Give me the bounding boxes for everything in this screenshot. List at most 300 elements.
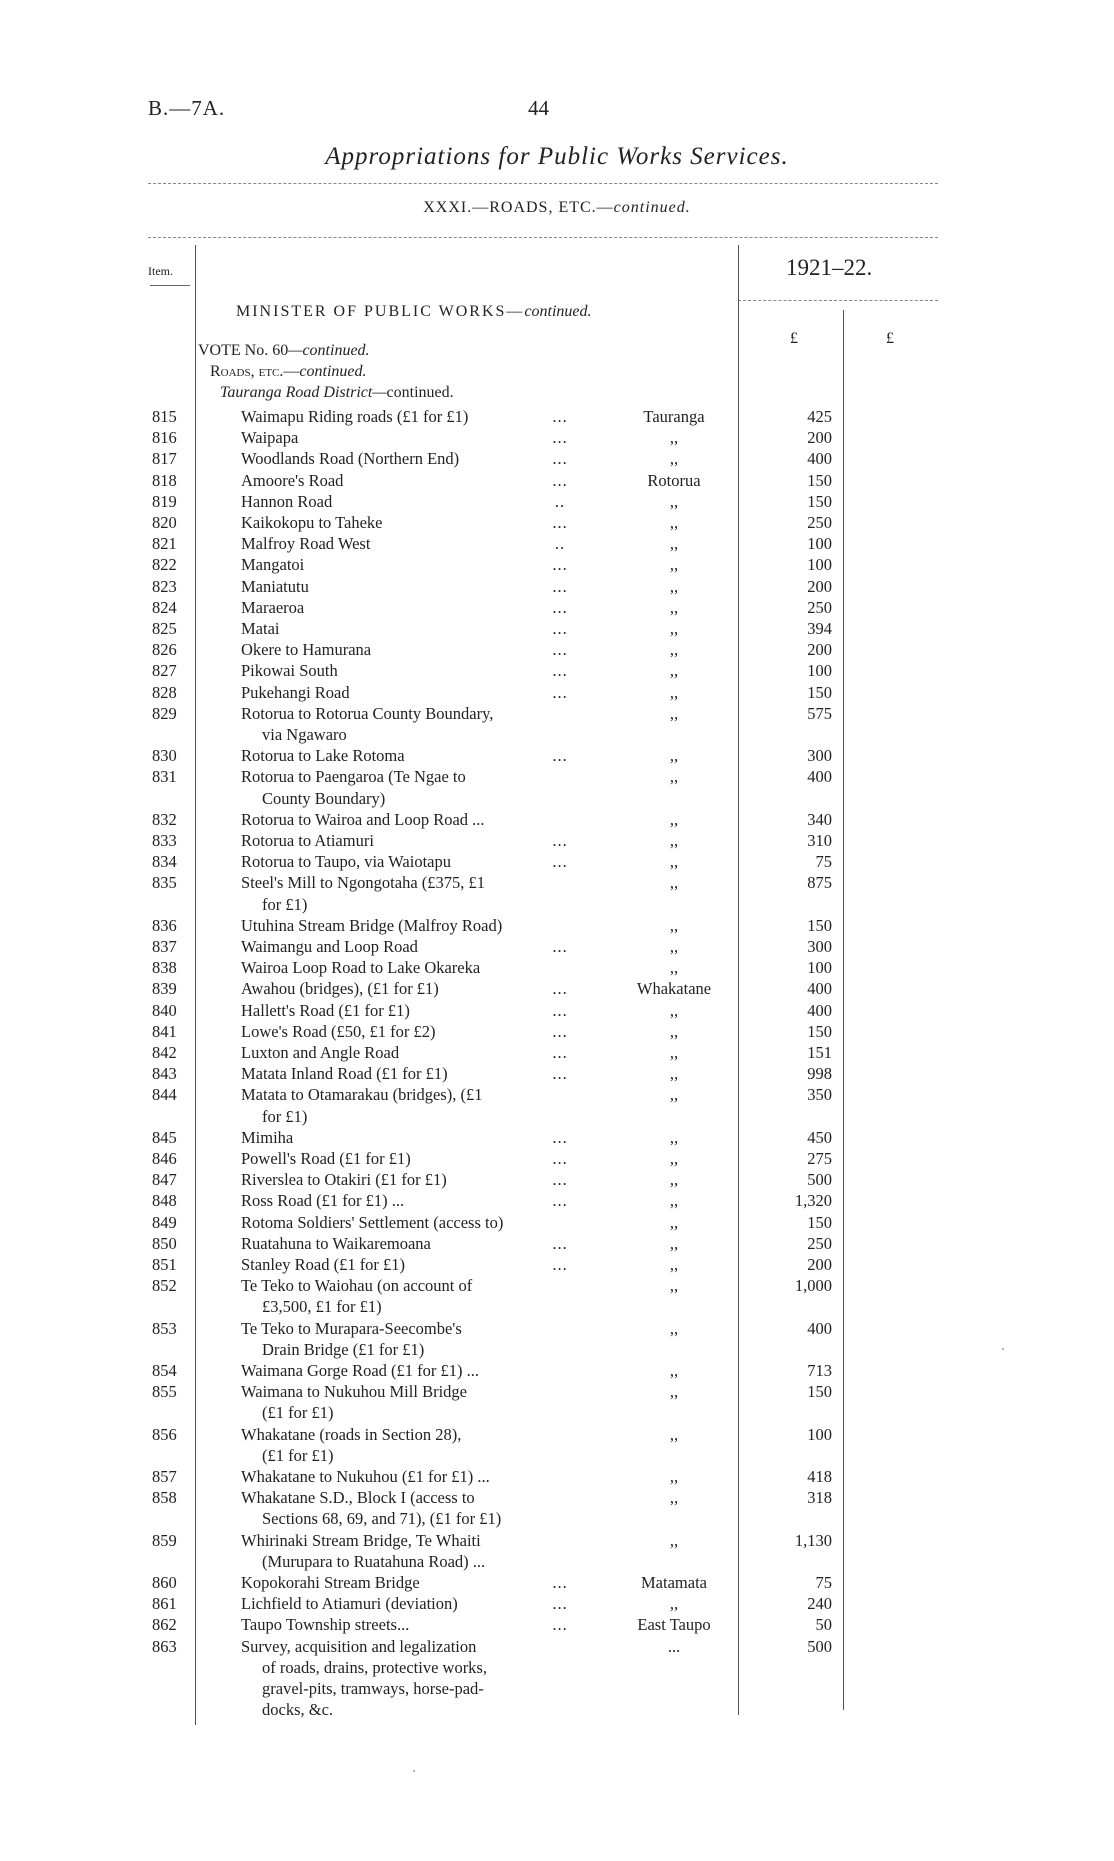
amount-value: 200 <box>807 576 832 596</box>
district-name: ... <box>667 1636 681 1656</box>
item-number: 853 <box>152 1318 177 1338</box>
table-row <box>0 618 1114 639</box>
item-number: 849 <box>152 1212 177 1232</box>
item-number: 833 <box>152 831 177 850</box>
leader-dots: ... <box>552 746 568 766</box>
amount-value: 300 <box>807 746 832 766</box>
item-number: 854 <box>152 1361 177 1380</box>
amount-value: 150 <box>807 491 832 511</box>
amount-value: 425 <box>807 407 832 426</box>
item-number: 836 <box>152 915 177 935</box>
table-row <box>0 1275 1114 1296</box>
item-description: Steel's Mill to Ngongotaha (£375, £1 <box>241 873 486 893</box>
roads-label-cont: continued. <box>299 363 367 380</box>
item-description: Maniatutu <box>241 576 309 596</box>
item-description: Wairoa Loop Road to Lake Okareka <box>241 958 481 978</box>
table-row <box>0 470 1114 491</box>
item-description: Luxton and Angle Road <box>241 1043 400 1062</box>
leader-dots: ... <box>552 1021 568 1041</box>
district-name: ,, <box>669 809 679 829</box>
item-number: 818 <box>152 470 177 490</box>
table-row <box>0 957 1114 978</box>
year-column-header: 1921–22. <box>786 255 873 280</box>
item-description: Rotorua to Lake Rotoma <box>241 746 405 766</box>
page-title: Appropriations for Public Works Services. <box>325 143 789 170</box>
table-row <box>0 1360 1114 1381</box>
table-row <box>0 1021 1114 1042</box>
leader-dots: ... <box>552 1149 568 1168</box>
district-name: ,, <box>669 1149 679 1168</box>
table-row <box>0 1424 1114 1445</box>
item-description: Woodlands Road (Northern End) <box>241 449 460 469</box>
item-number: 816 <box>152 428 177 448</box>
amount-value: 100 <box>807 661 832 681</box>
item-description: Hannon Road <box>241 491 333 511</box>
district-name: ,, <box>669 640 679 660</box>
table-row <box>0 1190 1114 1211</box>
table-row <box>0 1614 1114 1635</box>
district-name: ,, <box>669 703 679 723</box>
item-description: Kopokorahi Stream Bridge <box>241 1573 420 1592</box>
amount-value: 394 <box>807 619 832 638</box>
item-description: Whakatane to Nukuhou (£1 for £1) ... <box>241 1467 490 1486</box>
table-row <box>0 766 1114 787</box>
table-row <box>0 406 1114 427</box>
item-description-continuation: County Boundary) <box>262 788 386 808</box>
item-description: Waimana Gorge Road (£1 for £1) ... <box>241 1361 480 1380</box>
item-description: Te Teko to Waiohau (on account of <box>241 1276 473 1296</box>
table-row <box>0 1169 1114 1190</box>
item-description: Matai <box>241 619 280 638</box>
amount-value: 500 <box>807 1636 832 1656</box>
year-header-rule <box>738 300 938 301</box>
currency-symbol-b: £ <box>886 330 894 347</box>
item-description: Kaikokopu to Taheke <box>241 513 383 532</box>
district-name: ,, <box>669 1424 679 1444</box>
item-number: 860 <box>152 1573 177 1592</box>
table-row <box>0 936 1114 957</box>
district-name: ,, <box>669 555 679 575</box>
amount-value: 200 <box>807 1255 832 1274</box>
table-row <box>0 554 1114 575</box>
table-row <box>0 809 1114 830</box>
table-row <box>0 745 1114 766</box>
leader-dots: ... <box>552 428 568 448</box>
district-name: East Taupo <box>637 1615 711 1635</box>
section-heading-cont: continued. <box>613 199 691 216</box>
table-row <box>0 1212 1114 1233</box>
table-row <box>0 639 1114 660</box>
item-number: 817 <box>152 449 177 469</box>
district-name: Whakatane <box>636 979 712 999</box>
amount-value: 340 <box>807 809 832 829</box>
amount-value: 310 <box>807 831 832 850</box>
leader-dots: .. <box>554 534 566 554</box>
leader-dots: ... <box>552 1255 568 1274</box>
leader-dots: ... <box>552 682 568 702</box>
amount-value: 250 <box>807 1233 832 1253</box>
amount-value: 100 <box>807 958 832 978</box>
table-row <box>0 597 1114 618</box>
amount-value: 300 <box>807 937 832 956</box>
amount-value: 75 <box>815 1573 832 1592</box>
table-row <box>0 1063 1114 1084</box>
page-number: 44 <box>528 96 549 120</box>
item-description-continuation: Drain Bridge (£1 for £1) <box>262 1339 425 1359</box>
table-row <box>0 1487 1114 1508</box>
amount-value: 400 <box>807 979 832 999</box>
item-number: 826 <box>152 640 177 660</box>
item-description: Pukehangi Road <box>241 682 350 702</box>
district-label <box>220 384 454 402</box>
amount-value: 875 <box>807 873 832 893</box>
item-number: 821 <box>152 534 177 554</box>
item-description-continuation: docks, &c. <box>262 1700 334 1720</box>
district-name: ,, <box>669 661 679 681</box>
roads-label <box>210 363 367 381</box>
table-row <box>0 915 1114 936</box>
district-name: ,, <box>669 1127 679 1147</box>
table-row <box>0 1466 1114 1487</box>
item-description: Rotorua to Wairoa and Loop Road ... <box>241 809 485 829</box>
district-name: ,, <box>669 1085 679 1105</box>
district-name: ,, <box>669 1318 679 1338</box>
item-number: 851 <box>152 1255 177 1274</box>
item-description: Waimana to Nukuhou Mill Bridge <box>241 1382 467 1402</box>
table-row <box>0 427 1114 448</box>
item-number: 859 <box>152 1530 177 1550</box>
table-row <box>0 1084 1114 1105</box>
item-description: Matata to Otamarakau (bridges), (£1 <box>241 1085 483 1105</box>
item-description: Awahou (bridges), (£1 for £1) <box>241 979 439 999</box>
item-description: Mangatoi <box>241 555 305 575</box>
item-description-continuation: of roads, drains, protective works, <box>262 1657 487 1677</box>
vote-label <box>198 342 370 360</box>
item-description: Pikowai South <box>241 661 338 681</box>
leader-dots: ... <box>552 1573 568 1592</box>
item-description: Te Teko to Murapara-Seecombe's <box>241 1318 462 1338</box>
item-column-header: Item. <box>148 264 173 278</box>
table-row <box>0 1572 1114 1593</box>
district-name: ,, <box>669 428 679 448</box>
item-number: 858 <box>152 1488 177 1508</box>
item-number: 835 <box>152 873 177 893</box>
item-number: 848 <box>152 1191 177 1211</box>
amount-value: 150 <box>807 1382 832 1402</box>
item-description: Hallett's Road (£1 for £1) <box>241 1000 410 1020</box>
table-row <box>0 1318 1114 1339</box>
item-number: 850 <box>152 1233 177 1253</box>
table-row <box>0 533 1114 554</box>
leader-dots: ... <box>552 1594 568 1614</box>
item-number: 832 <box>152 809 177 829</box>
district-name: ,, <box>669 1233 679 1253</box>
item-description-continuation: (£1 for £1) <box>262 1445 334 1465</box>
item-number: 829 <box>152 703 177 723</box>
district-name: ,, <box>669 1255 679 1274</box>
amount-value: 713 <box>807 1361 832 1380</box>
item-description-continuation: Sections 68, 69, and 71), (£1 for £1) <box>262 1509 502 1529</box>
table-row <box>0 576 1114 597</box>
item-description-continuation: via Ngawaro <box>262 725 347 744</box>
item-number: 847 <box>152 1170 177 1190</box>
leader-dots: ... <box>552 1064 568 1084</box>
table-row <box>0 1381 1114 1402</box>
item-description: Utuhina Stream Bridge (Malfroy Road) <box>241 915 503 935</box>
table-row <box>0 1593 1114 1614</box>
document-code: B.—7A. <box>148 96 226 120</box>
district-name: ,, <box>669 937 679 956</box>
item-description: Rotorua to Paengaroa (Te Ngae to <box>241 767 466 787</box>
item-number: 831 <box>152 767 177 787</box>
district-name: ,, <box>669 1382 679 1402</box>
leader-dots: ... <box>552 1233 568 1253</box>
district-name: ,, <box>669 534 679 554</box>
title-rule <box>148 183 938 184</box>
amount-value: 100 <box>807 534 832 554</box>
leader-dots: ... <box>552 555 568 575</box>
amount-value: 150 <box>807 1212 832 1232</box>
district-name: ,, <box>669 1000 679 1020</box>
amount-value: 100 <box>807 555 832 575</box>
amount-value: 1,000 <box>794 1276 832 1296</box>
district-name: ,, <box>669 682 679 702</box>
item-description-continuation: for £1) <box>262 894 308 914</box>
leader-dots: ... <box>552 407 568 426</box>
district-name: ,, <box>669 1488 679 1508</box>
table-row <box>0 1000 1114 1021</box>
district-name: ,, <box>669 831 679 850</box>
district-label-cont: continued. <box>386 384 454 401</box>
section-heading-text: XXXI.—ROADS, ETC.— <box>423 199 614 216</box>
item-number: 840 <box>152 1000 177 1020</box>
table-row <box>0 1636 1114 1657</box>
district-name: ,, <box>669 1021 679 1041</box>
amount-value: 240 <box>807 1594 832 1614</box>
item-number: 844 <box>152 1085 177 1105</box>
leader-dots: ... <box>552 937 568 956</box>
district-name: Tauranga <box>643 407 705 426</box>
item-description-continuation: (Murupara to Ruatahuna Road) ... <box>262 1551 486 1571</box>
district-name: ,, <box>669 619 679 638</box>
item-header-rule <box>150 285 190 286</box>
district-name: ,, <box>669 1530 679 1550</box>
item-description: Ruatahuna to Waikaremoana <box>241 1233 431 1253</box>
table-row <box>0 660 1114 681</box>
item-description: Whirinaki Stream Bridge, Te Whaiti <box>241 1530 481 1550</box>
roads-label-text: Roads, etc.— <box>210 363 300 380</box>
item-number: 852 <box>152 1276 177 1296</box>
leader-dots: ... <box>552 661 568 681</box>
district-name: ,, <box>669 1043 679 1062</box>
district-name: ,, <box>669 1064 679 1084</box>
item-description: Amoore's Road <box>241 470 344 490</box>
item-number: 838 <box>152 958 177 978</box>
table-row <box>0 1233 1114 1254</box>
item-description-continuation: (£1 for £1) <box>262 1403 334 1423</box>
item-number: 828 <box>152 682 177 702</box>
table-row <box>0 1127 1114 1148</box>
amount-value: 250 <box>807 597 832 617</box>
table-row <box>0 491 1114 512</box>
item-number: 824 <box>152 597 177 617</box>
item-description: Waimangu and Loop Road <box>241 937 418 956</box>
leader-dots: ... <box>552 1191 568 1211</box>
leader-dots: ... <box>552 979 568 999</box>
item-number: 845 <box>152 1127 177 1147</box>
leader-dots: ... <box>552 597 568 617</box>
amount-value: 400 <box>807 1000 832 1020</box>
leader-dots: ... <box>552 1000 568 1020</box>
leader-dots: ... <box>552 449 568 469</box>
item-number: 823 <box>152 576 177 596</box>
district-name: ,, <box>669 597 679 617</box>
minister-heading-cont: continued. <box>524 303 592 320</box>
table-row <box>0 1042 1114 1063</box>
section-rule <box>148 237 938 238</box>
amount-value: 575 <box>807 703 832 723</box>
amount-value: 50 <box>815 1615 832 1635</box>
district-name: ,, <box>669 1170 679 1190</box>
district-label-text: Tauranga Road District— <box>220 384 387 401</box>
leader-dots: ... <box>552 470 568 490</box>
item-number: 822 <box>152 555 177 575</box>
leader-dots: ... <box>552 619 568 638</box>
section-heading <box>0 199 1114 217</box>
vote-label-text: VOTE No. 60 <box>198 342 289 359</box>
item-description: Lowe's Road (£50, £1 for £2) <box>241 1021 436 1041</box>
table-row <box>0 978 1114 999</box>
table-row <box>0 830 1114 851</box>
amount-value: 350 <box>807 1085 832 1105</box>
item-description: Rotorua to Atiamuri <box>241 831 374 850</box>
district-name: Rotorua <box>647 470 701 490</box>
amount-value: 200 <box>807 428 832 448</box>
item-number: 856 <box>152 1424 177 1444</box>
item-number: 857 <box>152 1467 177 1486</box>
district-name: ,, <box>669 915 679 935</box>
amount-value: 1,130 <box>794 1530 832 1550</box>
district-name: ,, <box>669 1191 679 1211</box>
item-number: 827 <box>152 661 177 681</box>
table-row <box>0 1530 1114 1551</box>
item-description: Maraeroa <box>241 597 305 617</box>
amount-value: 318 <box>807 1488 832 1508</box>
item-number: 846 <box>152 1149 177 1168</box>
item-number: 861 <box>152 1594 177 1614</box>
item-number: 842 <box>152 1043 177 1062</box>
item-description-continuation: gravel-pits, tramways, horse-pad- <box>262 1679 484 1698</box>
item-number: 837 <box>152 937 177 956</box>
table-row <box>0 1148 1114 1169</box>
minister-heading <box>236 303 592 321</box>
district-name: ,, <box>669 513 679 532</box>
district-name: ,, <box>669 958 679 978</box>
item-description: Matata Inland Road (£1 for £1) <box>241 1064 448 1084</box>
item-number: 843 <box>152 1064 177 1084</box>
item-description: Rotoma Soldiers' Settlement (access to) <box>241 1212 504 1232</box>
amount-value: 150 <box>807 915 832 935</box>
item-number: 862 <box>152 1615 177 1635</box>
item-number: 815 <box>152 407 177 426</box>
district-name: ,, <box>669 1361 679 1380</box>
leader-dots: ... <box>552 1170 568 1190</box>
item-number: 841 <box>152 1021 177 1041</box>
district-name: ,, <box>669 1467 679 1486</box>
amount-value: 200 <box>807 640 832 660</box>
district-name: ,, <box>669 767 679 787</box>
item-description: Waimapu Riding roads (£1 for £1) <box>241 407 469 426</box>
district-name: ,, <box>669 491 679 511</box>
item-number: 863 <box>152 1636 177 1656</box>
table-row <box>0 448 1114 469</box>
item-description: Whakatane S.D., Block I (access to <box>241 1488 475 1508</box>
item-description: Whakatane (roads in Section 28), <box>241 1424 462 1444</box>
district-name: ,, <box>669 852 679 872</box>
amount-value: 500 <box>807 1170 832 1190</box>
district-name: ,, <box>669 1276 679 1296</box>
item-number: 819 <box>152 491 177 511</box>
table-row <box>0 872 1114 893</box>
table-row <box>0 682 1114 703</box>
item-number: 855 <box>152 1382 177 1402</box>
item-number: 834 <box>152 852 177 872</box>
item-description: Survey, acquisition and legalization <box>241 1636 477 1656</box>
leader-dots: ... <box>552 1043 568 1062</box>
item-number: 825 <box>152 619 177 638</box>
district-name: Matamata <box>641 1573 707 1592</box>
item-description: Lichfield to Atiamuri (deviation) <box>241 1594 458 1614</box>
item-description: Rotorua to Rotorua County Boundary, <box>241 703 494 723</box>
district-name: ,, <box>669 1212 679 1232</box>
leader-dots: .. <box>554 491 566 511</box>
leader-dots: ... <box>552 852 568 872</box>
district-name: ,, <box>669 746 679 766</box>
item-description: Malfroy Road West <box>241 534 371 554</box>
item-description: Waipapa <box>241 428 299 448</box>
item-description: Powell's Road (£1 for £1) <box>241 1149 411 1168</box>
item-description: Rotorua to Taupo, via Waiotapu <box>241 852 451 872</box>
leader-dots: ... <box>552 1127 568 1147</box>
amount-value: 400 <box>807 449 832 469</box>
speck-mark <box>413 1770 415 1772</box>
vote-label-cont: —continued. <box>288 342 370 359</box>
amount-value: 150 <box>807 1021 832 1041</box>
amount-value: 75 <box>815 852 832 872</box>
amount-value: 150 <box>807 470 832 490</box>
district-name: ,, <box>669 449 679 469</box>
item-number: 839 <box>152 979 177 999</box>
table-row <box>0 1254 1114 1275</box>
table-row <box>0 512 1114 533</box>
amount-value: 250 <box>807 513 832 532</box>
leader-dots: ... <box>552 1615 568 1635</box>
item-description: Ross Road (£1 for £1) ... <box>241 1191 405 1211</box>
item-description: Mimiha <box>241 1127 294 1147</box>
item-description-continuation: for £1) <box>262 1106 308 1126</box>
amount-value: 400 <box>807 1318 832 1338</box>
leader-dots: ... <box>552 513 568 532</box>
item-description: Riverslea to Otakiri (£1 for £1) <box>241 1170 447 1190</box>
item-number: 830 <box>152 746 177 766</box>
leader-dots: ... <box>552 831 568 850</box>
amount-value: 100 <box>807 1424 832 1444</box>
item-description: Stanley Road (£1 for £1) <box>241 1255 406 1274</box>
amount-value: 151 <box>807 1043 832 1062</box>
amount-value: 1,320 <box>794 1191 832 1211</box>
district-name: ,, <box>669 576 679 596</box>
amount-value: 150 <box>807 682 832 702</box>
